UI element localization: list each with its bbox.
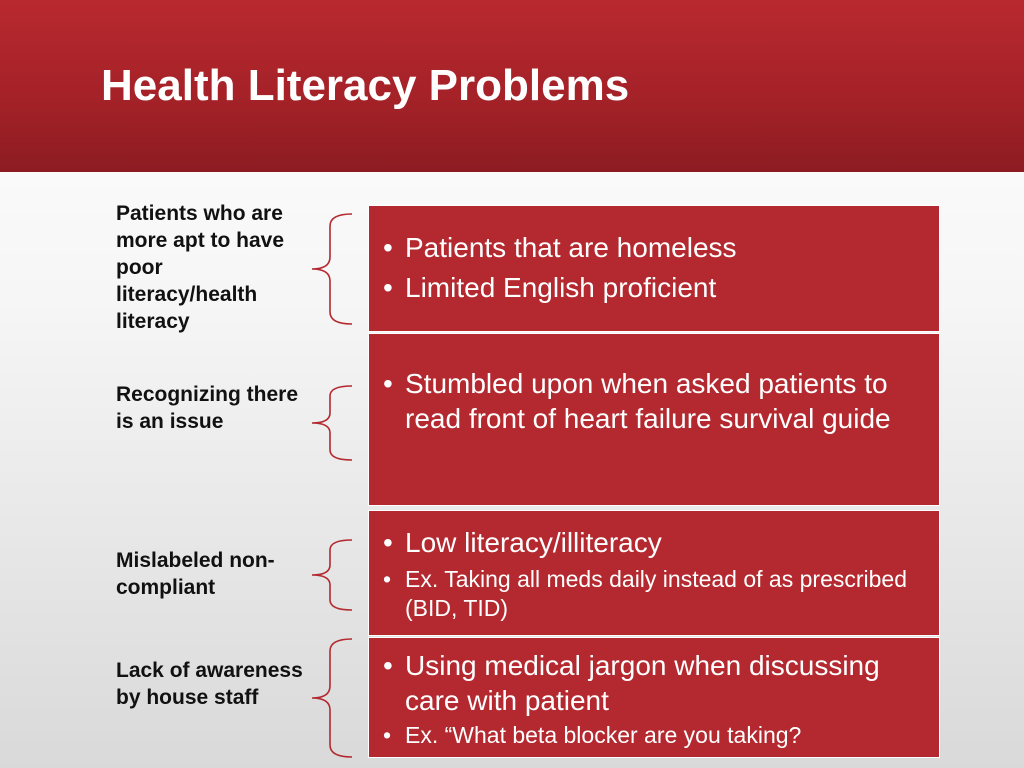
bullet-item	[383, 525, 919, 560]
bullet-text: Patients that are homeless	[405, 232, 737, 263]
sub-bullet-item	[383, 721, 919, 750]
bullet-icon: •	[383, 722, 392, 748]
sub-bullet-item	[383, 565, 919, 623]
bullet-text: Stumbled upon when asked patients to read front of heart failure survival guide	[405, 368, 891, 434]
bullet-icon: •	[383, 232, 393, 263]
bullet-text: Ex. “What beta blocker are you taking?	[405, 722, 802, 748]
row-label-house-staff: Lack of awareness by house staff	[116, 659, 303, 709]
content-box-house-staff	[368, 637, 940, 758]
slide-title: Health Literacy Problems	[101, 61, 630, 110]
bullet-icon: •	[383, 650, 393, 681]
bullet-text: Using medical jargon when discussing care with patient	[405, 650, 880, 716]
bullet-item	[383, 366, 919, 436]
content-box-recognizing-issue	[368, 333, 940, 506]
curly-brace-icon	[310, 637, 358, 759]
bullet-item	[383, 270, 919, 305]
bullet-icon: •	[383, 566, 392, 592]
bullet-item	[383, 230, 919, 265]
title-bar	[0, 0, 1024, 172]
content-box-at-risk-patients	[368, 205, 940, 332]
bullet-text: Ex. Taking all meds daily instead of as prescribed (BID, TID)	[405, 566, 908, 621]
curly-brace-icon	[310, 538, 358, 612]
bullet-icon: •	[383, 368, 393, 399]
bullet-text: Limited English proficient	[405, 272, 717, 303]
bullet-icon: •	[383, 527, 393, 558]
bullet-text: Low literacy/illiteracy	[405, 527, 662, 558]
row-label-recognizing-issue: Recognizing there is an issue	[116, 383, 299, 433]
row-label-mislabeled: Mislabeled non-compliant	[116, 549, 275, 599]
curly-brace-icon	[310, 212, 358, 326]
row-label-at-risk-patients: Patients who are more apt to have poor literacy/health literacy	[116, 202, 285, 333]
bullet-icon: •	[383, 272, 393, 303]
bullet-item	[383, 648, 919, 718]
content-box-mislabeled	[368, 510, 940, 636]
curly-brace-icon	[310, 384, 358, 462]
